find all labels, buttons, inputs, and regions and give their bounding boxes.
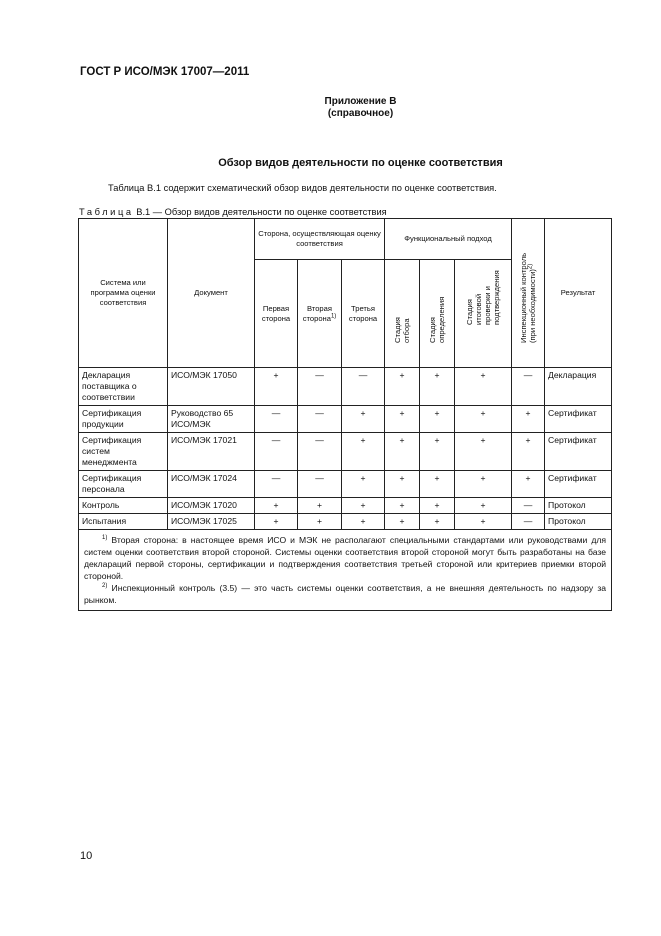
intro-paragraph: Таблица В.1 содержит схематический обзор видов деятельности по оценке соответствия. bbox=[108, 183, 497, 193]
stage-review-line-4: подтверждения bbox=[492, 270, 502, 325]
cell-result: Протокол bbox=[545, 498, 612, 514]
cell-system: Сертификация персонала bbox=[79, 471, 168, 498]
cell-review: + bbox=[455, 514, 512, 530]
cell-review: + bbox=[455, 433, 512, 471]
cell-third: — bbox=[342, 368, 385, 406]
cell-third: + bbox=[342, 406, 385, 433]
stage-review-text bbox=[465, 270, 501, 325]
cell-determination: + bbox=[420, 406, 455, 433]
header-third-party: Третья сторона bbox=[342, 260, 385, 368]
cell-document: ИСО/МЭК 17021 bbox=[168, 433, 255, 471]
annex-header bbox=[0, 96, 661, 120]
cell-result: Декларация bbox=[545, 368, 612, 406]
cell-first: + bbox=[255, 514, 298, 530]
cell-system: Контроль bbox=[79, 498, 168, 514]
table-body bbox=[79, 368, 612, 530]
table-row bbox=[79, 498, 612, 514]
header-inspection bbox=[512, 219, 545, 368]
cell-first: — bbox=[255, 406, 298, 433]
cell-result: Протокол bbox=[545, 514, 612, 530]
header-party-group: Сторона, осуществляющая оценку соответствия bbox=[255, 219, 385, 260]
cell-third: + bbox=[342, 433, 385, 471]
footnotes-row bbox=[79, 530, 612, 611]
cell-second: — bbox=[298, 433, 342, 471]
footnote-ref-1: 1) bbox=[330, 312, 337, 319]
footnote-1 bbox=[84, 534, 606, 582]
stage-review-line-3: проверки и bbox=[483, 286, 493, 325]
cell-inspection: + bbox=[512, 471, 545, 498]
cell-determination: + bbox=[420, 514, 455, 530]
stage-selection-wrap bbox=[385, 271, 419, 367]
header-inspection-wrap bbox=[512, 237, 544, 367]
cell-selection: + bbox=[385, 471, 420, 498]
stage-determination-line-1: Стадия bbox=[428, 317, 438, 343]
footnote-2-marker: 2) bbox=[102, 583, 108, 590]
cell-third: + bbox=[342, 471, 385, 498]
footnote-2 bbox=[84, 582, 606, 606]
table-row bbox=[79, 514, 612, 530]
cell-system: Испытания bbox=[79, 514, 168, 530]
footnote-2-text: Инспекционный контроль (3.5) — это часть системы оценки соответствия, а не внешняя деятельность по надзору за рынком. bbox=[84, 583, 607, 605]
stage-determination-wrap bbox=[420, 271, 454, 367]
cell-second: — bbox=[298, 368, 342, 406]
header-system: Система или программа оценки соответствия bbox=[79, 219, 168, 368]
cell-first: — bbox=[255, 433, 298, 471]
annex-heading-text: Обзор видов деятельности по оценке соответствия bbox=[218, 157, 503, 169]
cell-third: + bbox=[342, 514, 385, 530]
cell-document: ИСО/МЭК 17050 bbox=[168, 368, 255, 406]
cell-third: + bbox=[342, 498, 385, 514]
cell-second: + bbox=[298, 514, 342, 530]
cell-determination: + bbox=[420, 433, 455, 471]
footnote-1-marker: 1) bbox=[102, 535, 108, 542]
inspection-line-2: (при необходимости) bbox=[528, 269, 538, 343]
stage-selection-line-2: отбора bbox=[402, 318, 412, 343]
annex-type: (справочное) bbox=[327, 108, 394, 119]
cell-system: Сертификация продукции bbox=[79, 406, 168, 433]
stage-review-wrap bbox=[455, 271, 511, 367]
stage-review-line-2: итоговой bbox=[474, 293, 484, 325]
cell-inspection: — bbox=[512, 368, 545, 406]
footnote-ref-2: 2) bbox=[527, 263, 534, 270]
cell-determination: + bbox=[420, 498, 455, 514]
footnotes-cell bbox=[79, 530, 612, 611]
stage-determination-line-2: определения bbox=[437, 296, 447, 343]
cell-inspection: — bbox=[512, 498, 545, 514]
cell-determination: + bbox=[420, 368, 455, 406]
header-stage-selection bbox=[385, 260, 420, 368]
cell-document: Руководство 65 ИСО/МЭК bbox=[168, 406, 255, 433]
table-row bbox=[79, 406, 612, 433]
cell-result: Сертификат bbox=[545, 433, 612, 471]
header-stage-determination bbox=[420, 260, 455, 368]
cell-first: + bbox=[255, 498, 298, 514]
cell-selection: + bbox=[385, 406, 420, 433]
cell-system: Сертификация систем менеджмента bbox=[79, 433, 168, 471]
table-row bbox=[79, 433, 612, 471]
cell-review: + bbox=[455, 406, 512, 433]
header-document: Документ bbox=[168, 219, 255, 368]
standard-designation: ГОСТ Р ИСО/МЭК 17007—2011 bbox=[80, 66, 250, 78]
cell-selection: + bbox=[385, 368, 420, 406]
cell-review: + bbox=[455, 471, 512, 498]
conformity-table bbox=[78, 218, 612, 611]
inspection-line-1: Инспекционный контроль bbox=[519, 252, 529, 343]
header-inspection-text bbox=[519, 253, 537, 343]
cell-result: Сертификат bbox=[545, 471, 612, 498]
annex-heading bbox=[0, 157, 661, 169]
cell-document: ИСО/МЭК 17020 bbox=[168, 498, 255, 514]
stage-selection-text bbox=[393, 317, 411, 343]
cell-first: — bbox=[255, 471, 298, 498]
page-number: 10 bbox=[80, 850, 93, 862]
table-caption bbox=[79, 207, 387, 217]
cell-second: — bbox=[298, 471, 342, 498]
cell-inspection: + bbox=[512, 433, 545, 471]
footnote-1-text: Вторая сторона: в настоящее время ИСО и МЭК не располагают специальными стандартами или руководствами для систем оценки соответствия второй стороной. Системы оценки соответствия второй стороной могут быть разработаны на базе деклараций первой стороны, сертификации и подтверждения соответствия третьей стороной или критериев приемки второй стороной. bbox=[84, 535, 607, 581]
cell-second: + bbox=[298, 498, 342, 514]
cell-system: Декларация поставщика о соответствии bbox=[79, 368, 168, 406]
header-result: Результат bbox=[545, 219, 612, 368]
stage-selection-line-1: Стадия bbox=[393, 317, 403, 343]
cell-determination: + bbox=[420, 471, 455, 498]
header-second-party-text: Вторая сторона bbox=[302, 303, 332, 323]
table-row bbox=[79, 368, 612, 406]
header-functional-group: Функциональный подход bbox=[385, 219, 512, 260]
table-caption-prefix: Таблица bbox=[79, 207, 134, 217]
table-caption-text: В.1 — Обзор видов деятельности по оценке соответствия bbox=[133, 207, 387, 217]
cell-document: ИСО/МЭК 17025 bbox=[168, 514, 255, 530]
cell-inspection: + bbox=[512, 406, 545, 433]
cell-first: + bbox=[255, 368, 298, 406]
table-row bbox=[79, 471, 612, 498]
cell-selection: + bbox=[385, 514, 420, 530]
header-second-party bbox=[298, 260, 342, 368]
cell-document: ИСО/МЭК 17024 bbox=[168, 471, 255, 498]
header-first-party: Первая сторона bbox=[255, 260, 298, 368]
cell-result: Сертификат bbox=[545, 406, 612, 433]
stage-review-line-1: Стадия bbox=[465, 299, 475, 325]
cell-selection: + bbox=[385, 498, 420, 514]
stage-determination-text bbox=[428, 297, 446, 343]
cell-review: + bbox=[455, 498, 512, 514]
cell-second: — bbox=[298, 406, 342, 433]
annex-title: Приложение В bbox=[324, 96, 397, 107]
header-row-1 bbox=[79, 219, 612, 260]
cell-review: + bbox=[455, 368, 512, 406]
header-stage-review bbox=[455, 260, 512, 368]
cell-inspection: — bbox=[512, 514, 545, 530]
cell-selection: + bbox=[385, 433, 420, 471]
